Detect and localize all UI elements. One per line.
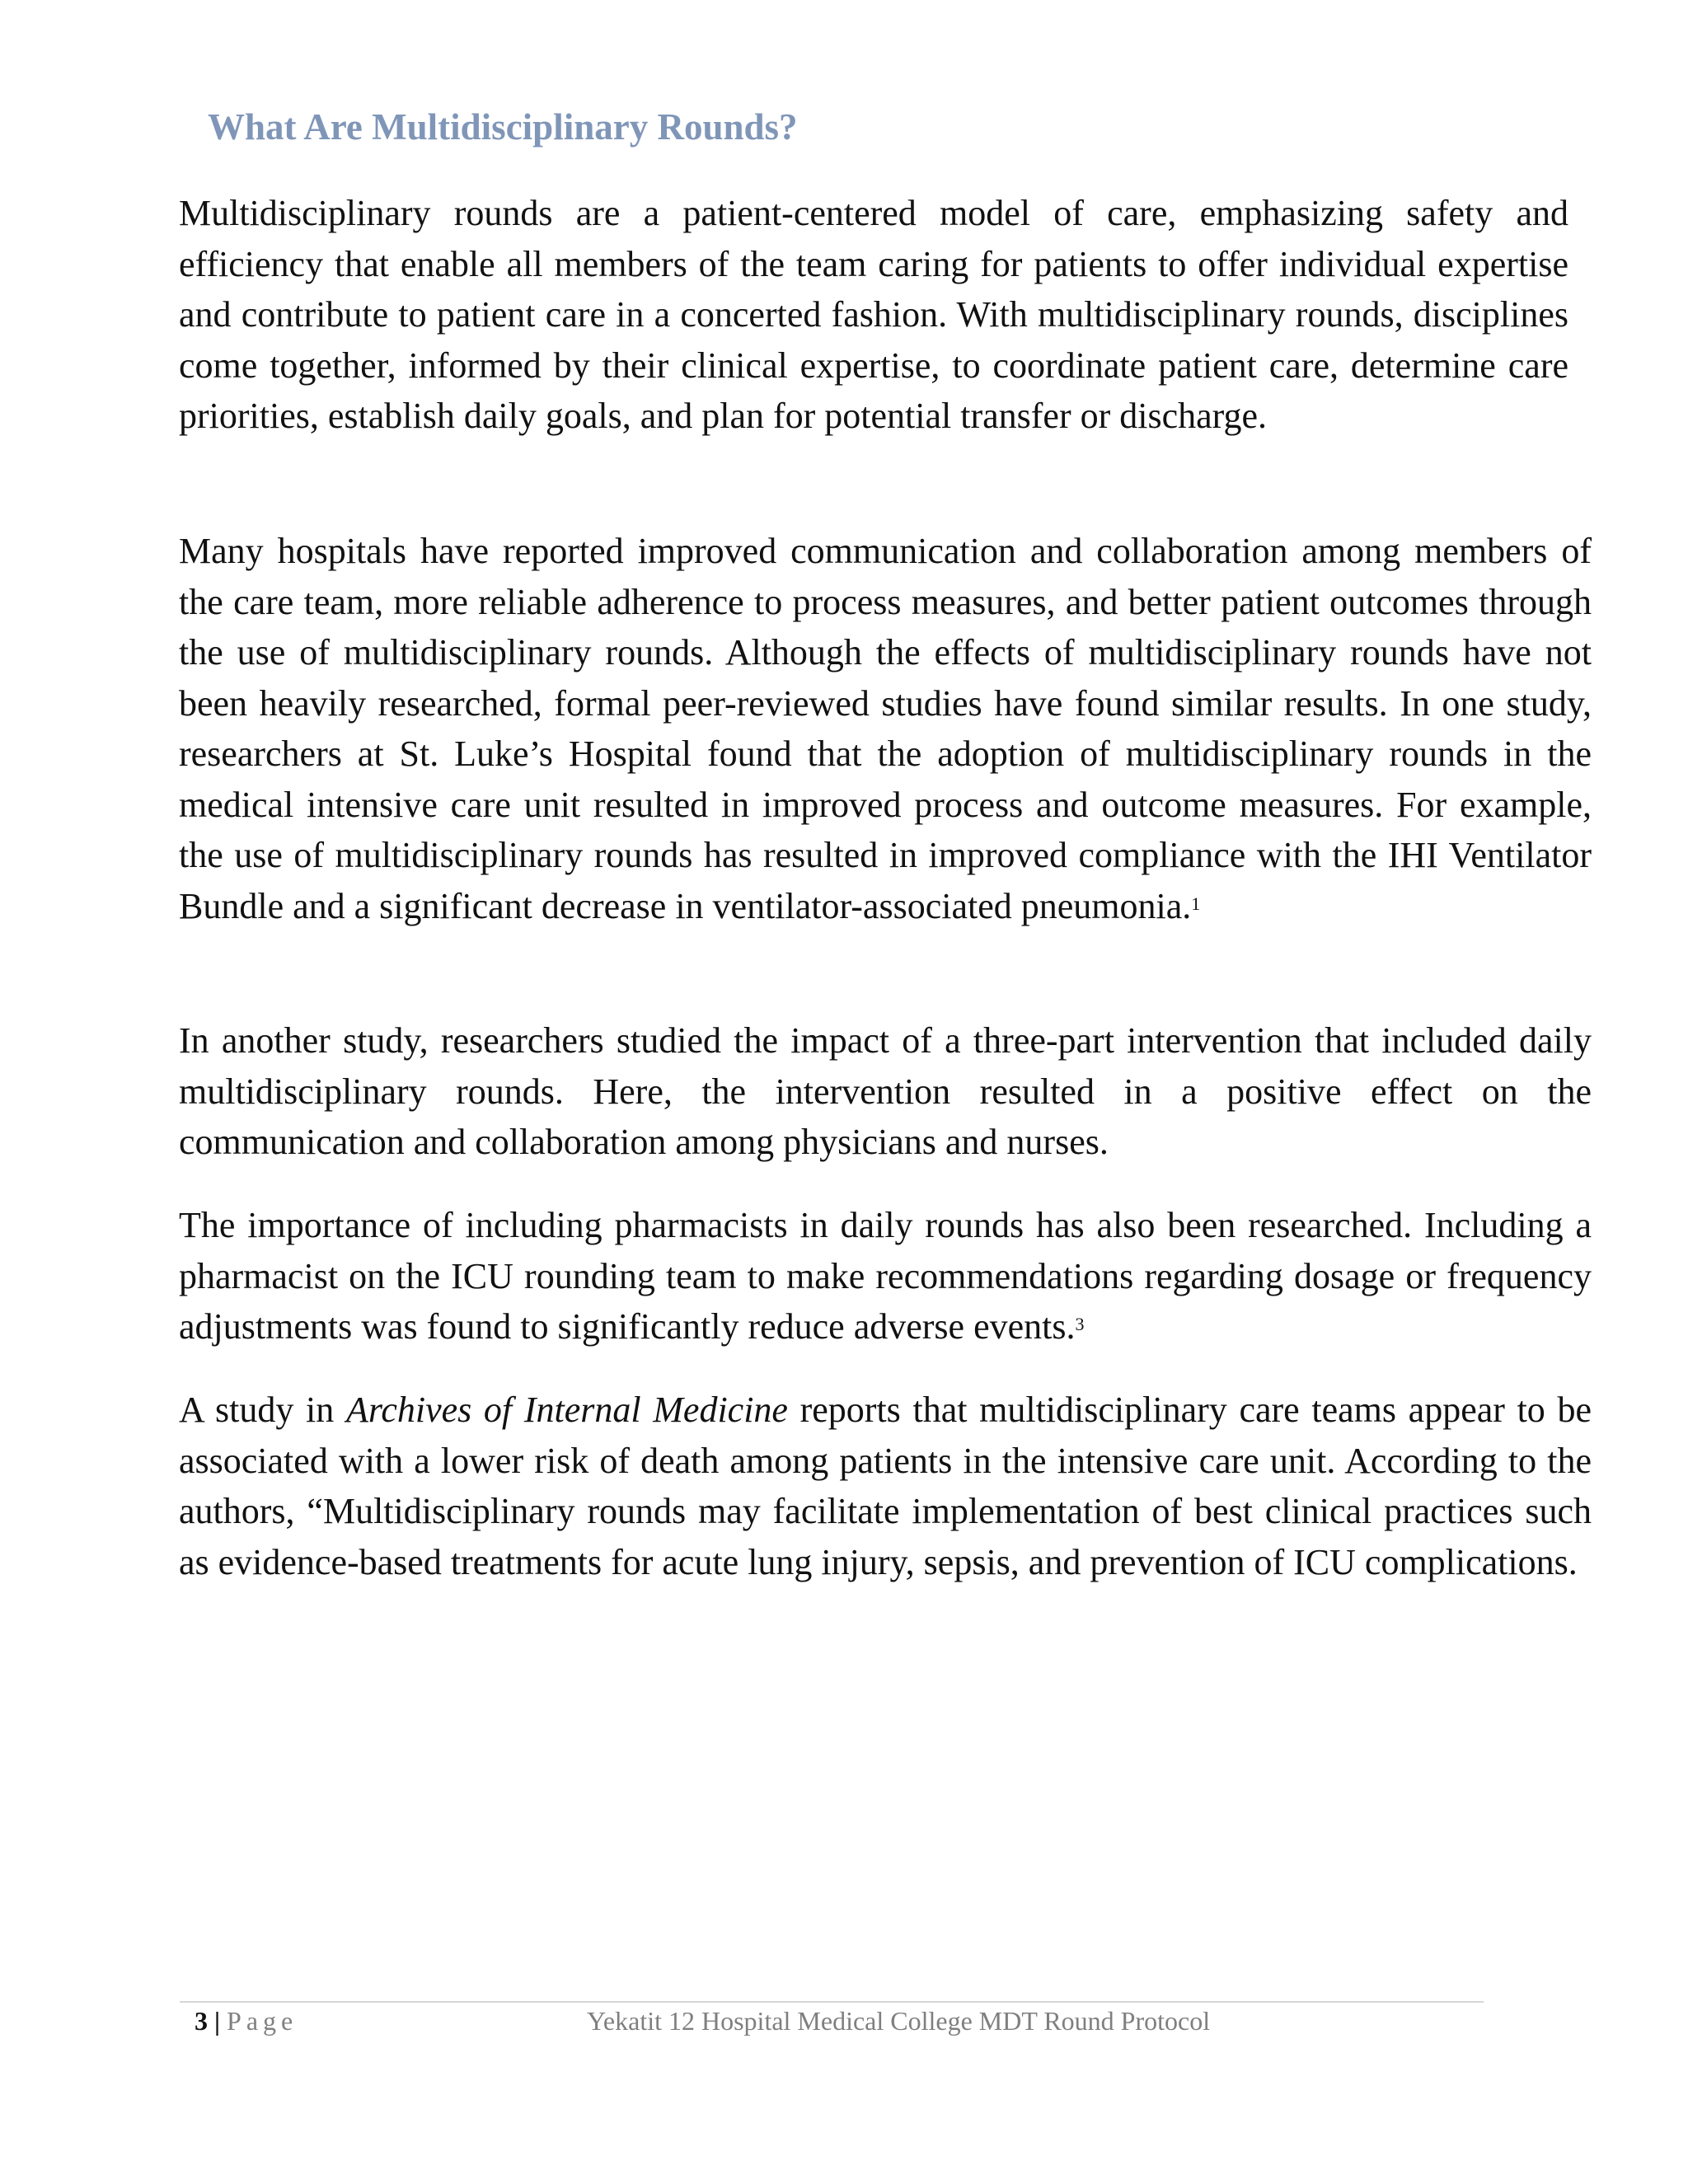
paragraph-text: Multidisciplinary rounds are a patient-centered model of care, emphasizing safety and efficiency that enable all members of the team caring for patients to offer individual expertise and contribute to patient care in a concerted fashion. With multidisciplinary rounds, disciplines come together, informed by their clinical expertise, to coordinate patient care, determine care priorities, establish daily goals, and plan for potential transfer or discharge. bbox=[179, 193, 1568, 436]
footnote-reference: 3 bbox=[1075, 1314, 1085, 1334]
paragraph-text: The importance of including pharmacists in daily rounds has also been researched. Including a pharmacist on the ICU rounding team to make recommendations regarding dosage or frequency adjustments was found to significantly reduce adverse events. bbox=[179, 1205, 1592, 1347]
footer-divider bbox=[180, 2001, 1484, 2003]
paragraph-archives-study bbox=[179, 1385, 1592, 1587]
footer-page-label bbox=[195, 2004, 298, 2037]
paragraph-text: Many hospitals have reported improved communication and collaboration among members of the care team, more reliable adherence to process measures, and better patient outcomes through the use of multidisciplinary rounds. Although the effects of multidisciplinary rounds have not been heavily researched, formal peer-reviewed studies have found similar results. In one study, researchers at St. Luke’s Hospital found that the adoption of multidisciplinary rounds in the medical intensive care unit resulted in improved process and outcome measures. For example, the use of multidisciplinary rounds has resulted in improved compliance with the IHI Ventilator Bundle and a significant decrease in ventilator-associated pneumonia. bbox=[179, 531, 1592, 926]
footer-document-title: Yekatit 12 Hospital Medical College MDT Round Protocol bbox=[587, 2006, 1211, 2036]
section-heading: What Are Multidisciplinary Rounds? bbox=[208, 106, 798, 148]
page-separator: | bbox=[214, 2006, 221, 2036]
paragraph-pharmacists bbox=[179, 1200, 1592, 1352]
paragraph-text: In another study, researchers studied the impact of a three-part intervention that included daily multidisciplinary rounds. Here, the intervention resulted in a positive effect on the communication and collaboration among physicians and nurses. bbox=[179, 1020, 1592, 1162]
paragraph-intervention-study bbox=[179, 1015, 1592, 1168]
page-number: 3 bbox=[195, 2006, 208, 2036]
page-word: Page bbox=[227, 2006, 298, 2036]
paragraph-text: reports that multidisciplinary care teams appear to be associated with a lower risk of death among patients in the intensive care unit. According to the authors, “Multidisciplinary rounds may facilitate implementation of best clinical practices such as evidence-based treatments for acute lung injury, sepsis, and prevention of ICU complications. bbox=[179, 1390, 1592, 1582]
journal-title: Archives of Internal Medicine bbox=[345, 1390, 788, 1430]
footnote-reference: 1 bbox=[1191, 893, 1201, 914]
paragraph-definition bbox=[179, 188, 1568, 442]
paragraph-text: A study in bbox=[179, 1390, 346, 1430]
paragraph-hospital-reports bbox=[179, 526, 1592, 931]
